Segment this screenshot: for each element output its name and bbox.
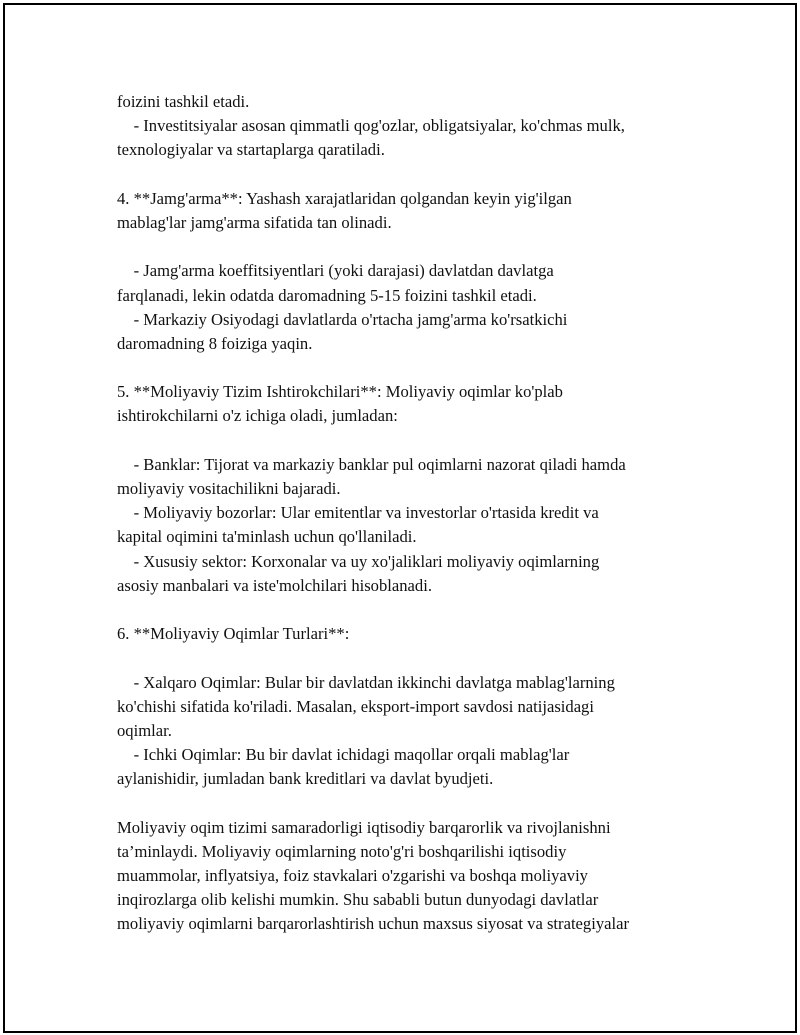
blank-line — [117, 646, 697, 670]
text-line: 6. **Moliyaviy Oqimlar Turlari**: — [117, 624, 350, 644]
blank-line — [117, 791, 697, 815]
text-line: texnologiyalar va startaplarga qaratiladi. — [117, 140, 385, 160]
blank-line — [117, 598, 697, 622]
text-line: - Ichki Oqimlar: Bu bir davlat ichidagi maqollar orqali mablag'lar — [117, 745, 570, 765]
text-line: Moliyaviy oqim tizimi samaradorligi iqtisodiy barqarorlik va rivojlanishni — [117, 817, 611, 837]
text-line: - Investitsiyalar asosan qimmatli qog'ozlar, obligatsiyalar, ko'chmas mulk, — [117, 116, 625, 136]
text-line: moliyaviy vositachilikni bajaradi. — [117, 479, 341, 498]
text-line: - Banklar: Tijorat va markaziy banklar pul oqimlarni nazorat qiladi hamda — [117, 454, 626, 474]
text-line: aylanishidir, jumladan bank kreditlari va davlat byudjeti. — [117, 769, 494, 789]
document-body — [117, 90, 697, 937]
text-line: 5. **Moliyaviy Tizim Ishtirokchilari**: Moliyaviy oqimlar ko'plab — [117, 382, 563, 402]
text-line: - Moliyaviy bozorlar: Ular emitentlar va investorlar o'rtasida kredit va — [117, 503, 599, 523]
blank-line — [117, 429, 697, 453]
text-line: asosiy manbalari va iste'molchilari hisoblanadi. — [117, 575, 432, 595]
text-line: - Markaziy Osiyodagi davlatlarda o'rtacha jamg'arma ko'rsatkichi — [117, 309, 568, 329]
text-line: foizini tashkil etadi. — [117, 92, 250, 111]
text-line: 4. **Jamg'arma**: Yashash xarajatlaridan qolgandan keyin yig'ilgan — [117, 188, 572, 208]
text-line: - Xususiy sektor: Korxonalar va uy xo'jaliklari moliyaviy oqimlarning — [117, 551, 600, 571]
text-line: ta’minlaydi. Moliyaviy oqimlarning noto'g'ri boshqarilishi iqtisodiy — [117, 841, 567, 861]
text-line: ishtirokchilarni o'z ichiga oladi, jumladan: — [117, 406, 398, 426]
blank-line — [117, 163, 697, 187]
text-line: mablag'lar jamg'arma sifatida tan olinadi. — [117, 212, 392, 232]
text-line: daromadning 8 foiziga yaqin. — [117, 333, 313, 353]
text-line: kapital oqimini ta'minlash uchun qo'llaniladi. — [117, 527, 417, 547]
text-line: - Jamg'arma koeffitsiyentlari (yoki darajasi) davlatdan davlatga — [117, 261, 554, 281]
text-line: muammolar, inflyatsiya, foiz stavkalari o'zgarishi va boshqa moliyaviy — [117, 866, 588, 885]
text-line: - Xalqaro Oqimlar: Bular bir davlatdan ikkinchi davlatga mablag'larning — [117, 672, 615, 692]
text-line: ko'chishi sifatida ko'riladi. Masalan, eksport-import savdosi natijasidagi — [117, 696, 594, 716]
blank-line — [117, 356, 697, 380]
text-line: inqirozlarga olib kelishi mumkin. Shu sababli butun dunyodagi davlatlar — [117, 890, 599, 910]
text-line: farqlanadi, lekin odatda daromadning 5-15 foizini tashkil etadi. — [117, 285, 537, 305]
text-line: moliyaviy oqimlarni barqarorlashtirish uchun maxsus siyosat va strategiyalar — [117, 914, 629, 934]
blank-line — [117, 235, 697, 259]
text-line: oqimlar. — [117, 720, 172, 740]
